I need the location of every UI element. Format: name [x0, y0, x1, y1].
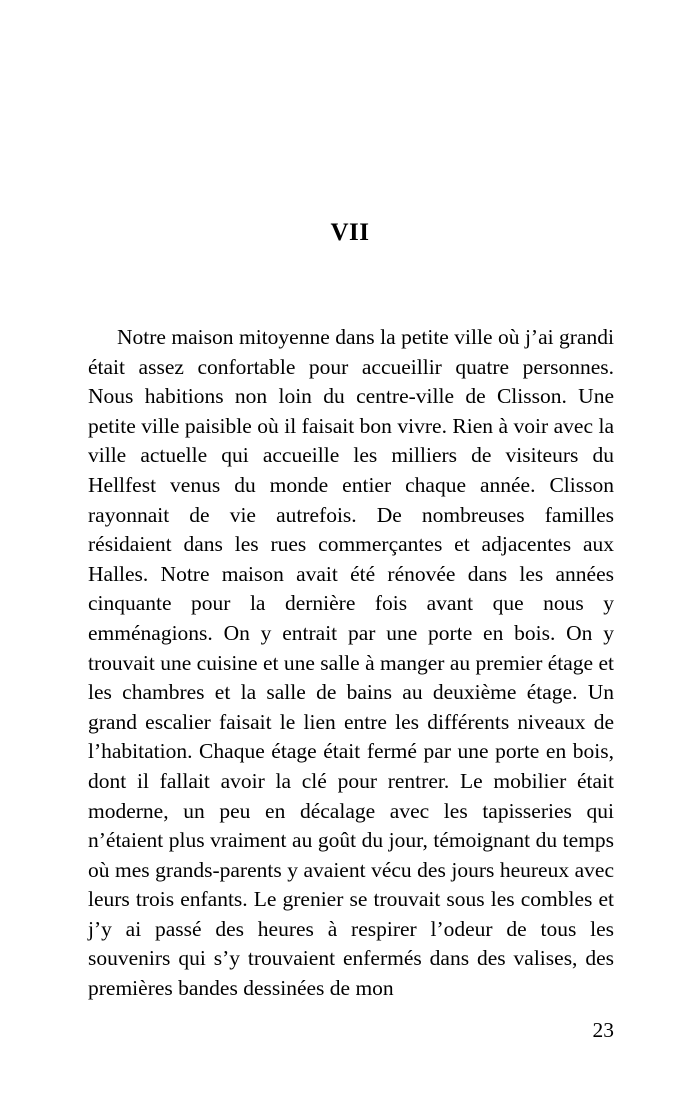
page-number: 23 [592, 1018, 614, 1042]
body-paragraph: Notre maison mitoyenne dans la petite ville où j’ai grandi était assez confortable pour accueillir quatre personnes. Nous habitions non loin du centre-ville de Clisson. Une petite ville paisible où il faisait bon vivre. Rien à voir avec la ville actuelle qui accueille les milliers de visiteurs du Hellfest venus du monde entier chaque année. Clisson rayonnait de vie autrefois. De nombreuses familles résidaient dans les rues commerçantes et adjacentes aux Halles. Notre maison avait été rénovée dans les années cinquante pour la dernière fois avant que nous y emménagions. On y entrait par une porte en bois. On y trouvait une cuisine et une salle à manger au premier étage et les chambres et la salle de bains au deuxième étage. Un grand escalier faisait le lien entre les différents niveaux de l’habitation. Chaque étage était fermé par une porte en bois, dont il fallait avoir la clé pour rentrer. Le mobilier était moderne, un peu en décalage avec les tapisseries qui n’étaient plus vraiment au goût du jour, témoignant du temps où mes grands-parents y avaient vécu des jours heureux avec leurs trois enfants. Le grenier se trouvait sous les combles et j’y ai passé des heures à respirer l’odeur de tous les souvenirs qui s’y trouvaient enfermés dans des valises, des premières bandes dessinées de mon [88, 325, 614, 1001]
chapter-title: VII [330, 219, 370, 246]
